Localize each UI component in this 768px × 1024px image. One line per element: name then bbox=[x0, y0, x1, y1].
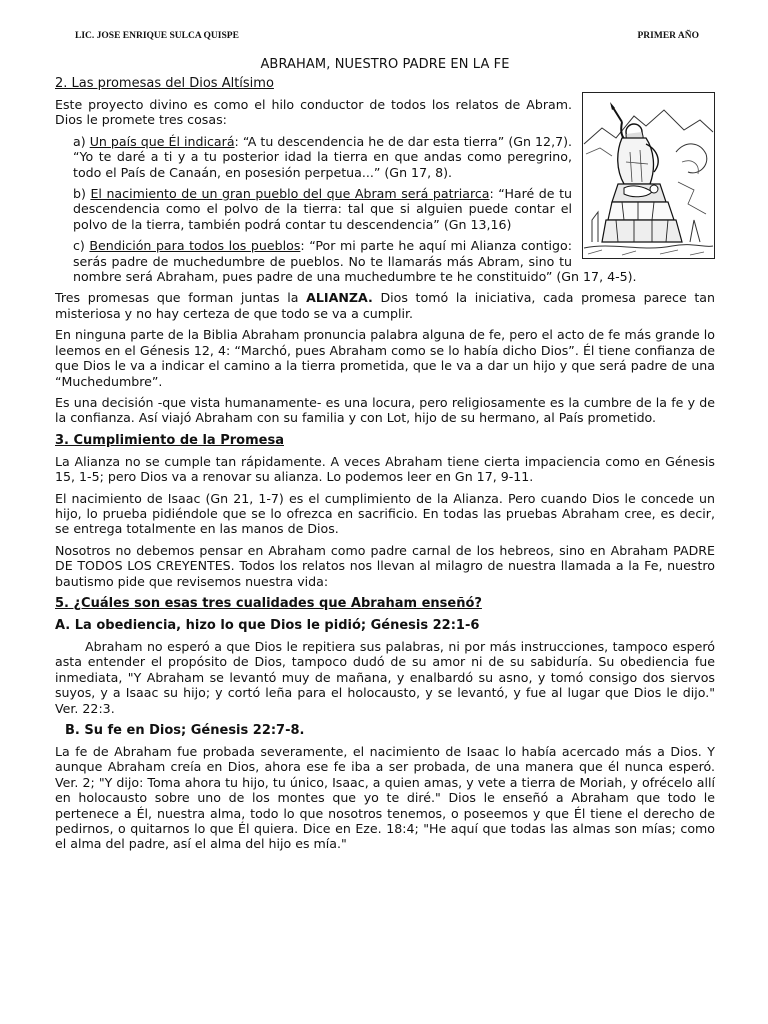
alliance-bold: ALIANZA. bbox=[306, 290, 373, 306]
section-3-heading: 3. Cumplimiento de la Promesa bbox=[55, 432, 284, 448]
promise-b-label: b) bbox=[73, 186, 91, 202]
promise-b-text: : “Haré de tu descendencia como el polvo de la tierra: tal que si alguien puede contar el polvo de la tierra, también podrá contar tu descendencia” (Gn 13,16) bbox=[73, 186, 573, 232]
section-3-p1: La Alianza no se cumple tan rápidamente. A veces Abraham tiene cierta impaciencia como en Génesis 15, 1-5; pero Dios va a renovar su alianza. Lo podemos leer en Gn 17, 9-11. bbox=[55, 453, 715, 485]
quality-a-text: Abraham no esperó a que Dios le repitiera sus palabras, ni por más instrucciones, tampoco esperó asta entender el propósito de Dios, tampoco dudó de su amor ni de su sabiduría. Su obediencia fue inmediata, "Y Abraham se levantó muy de mañana, y enalbardó su asno, y tomó consigo dos siervos suyos, y a Isaac su hijo; y cortó leña para el holocausto, y se levantó, y fue al lugar que Dios le dijo." Ver. 22:3. bbox=[55, 638, 715, 716]
alliance-post: Dios tomó la iniciativa, cada promesa parece tan misteriosa y no hay certeza de que todo se va a cumplir. bbox=[55, 290, 715, 321]
section-5-heading: 5. ¿Cuáles son esas tres cualidades que Abraham enseñó? bbox=[55, 595, 482, 611]
section-2-heading: 2. Las promesas del Dios Altísimo bbox=[55, 76, 274, 91]
promise-c-text: : “Por mi parte he aquí mi Alianza contigo: serás padre de muchedumbre de pueblos. No te llamarás más Abram, sino tu nombre será Abraham, pues padre de una muchedumbre te he constituido” (Gn 17, 4-5). bbox=[73, 238, 637, 285]
page-header bbox=[55, 28, 715, 44]
promise-c-title: Bendición para todos los pueblos bbox=[89, 238, 301, 254]
promise-a-text: : “A tu descendencia he de dar esta tierra” (Gn 12,7). “Yo te daré a ti y a tu posterior idad la tierra en que andas como peregrino, todo el País de Canaán, en posesión perpetua...” (Gn 17, 8). bbox=[73, 133, 573, 180]
illustration-icon bbox=[582, 92, 715, 259]
alliance-pre: Tres promesas que forman juntas la bbox=[55, 290, 307, 306]
section-3-p2: El nacimiento de Isaac (Gn 21, 1-7) es el cumplimiento de la Alianza. Pero cuando Dios le concede un hijo, lo prueba pidiéndole que se lo ofrezca en sacrificio. En todas las pruebas Abraham cree, es decir, se entrega totalmente en las manos de Dios. bbox=[55, 490, 715, 537]
quality-b-text: La fe de Abraham fue probada severamente, el nacimiento de Isaac lo había acercado más a Dios. Y aunque Abraham creía en Dios, ahora ese fe iba a ser probada, de una manera que él nunca esperó. Ver. 2; "Y dijo: Toma ahora tu hijo, tu único, Isaac, a quien amas, y vete a tierra de Moriah, y ofrécelo allí en holocausto sobre uno de los montes que yo te diré." Dios le enseñó a Abraham que todo le pertenece a Él, nuestra alma, todo lo que nosotros tenemos, o poseemos y que Él tiene el derecho de pedirnos, o quitarnos lo que Él quiera. Dice en Eze. 18:4; "He aquí que todas las almas son mías; como el alma del padre, así el alma del hijo es mía." bbox=[55, 744, 715, 852]
alliance-paragraph bbox=[55, 290, 715, 321]
promise-a-label: a) bbox=[73, 133, 90, 149]
document-title: ABRAHAM, NUESTRO PADRE EN LA FE bbox=[260, 57, 510, 72]
promise-c-label: c) bbox=[73, 238, 90, 254]
promise-b-title: El nacimiento de un gran pueblo del que Abram será patriarca bbox=[90, 186, 490, 202]
document-page bbox=[55, 28, 715, 852]
header-grade: PRIMER AÑO bbox=[637, 31, 699, 41]
decision-paragraph: Es una decisión -que vista humanamente- es una locura, pero religiosamente es la cumbre de la fe y de la confianza. Así viajó Abraham con su familia y con Lot, hijo de su hermano, al País prometido. bbox=[55, 394, 715, 426]
faith-act-paragraph: En ninguna parte de la Biblia Abraham pronuncia palabra alguna de fe, pero el acto de fe más grande lo leemos en el Génesis 12, 4: “Marchó, pues Abraham como se lo había dicho Dios”. Él tiene confianza de que Dios le va a indicar el camino a la tierra prometida, que le va a dar un hijo y que será padre de una “Muchedumbre”. bbox=[55, 327, 715, 389]
header-author: LIC. JOSE ENRIQUE SULCA QUISPE bbox=[75, 31, 239, 41]
abraham-sacrifice-illustration bbox=[582, 92, 715, 259]
quality-a-heading: A. La obediencia, hizo lo que Dios le pidió; Génesis 22:1-6 bbox=[55, 617, 480, 633]
quality-b-heading: B. Su fe en Dios; Génesis 22:7-8. bbox=[65, 723, 305, 738]
section-2-intro: Este proyecto divino es como el hilo conductor de todos los relatos de Abram. Dios le promete tres cosas: bbox=[55, 97, 572, 128]
section-3-p3: Nosotros no debemos pensar en Abraham como padre carnal de los hebreos, sino en Abraham PADRE DE TODOS LOS CREYENTES. Todos los relatos nos llevan al milagro de nuestra llamada a la Fe, nuestro bautismo pide que revisemos nuestra vida: bbox=[55, 542, 715, 589]
promise-a-title: Un país que Él indicará bbox=[89, 133, 235, 149]
